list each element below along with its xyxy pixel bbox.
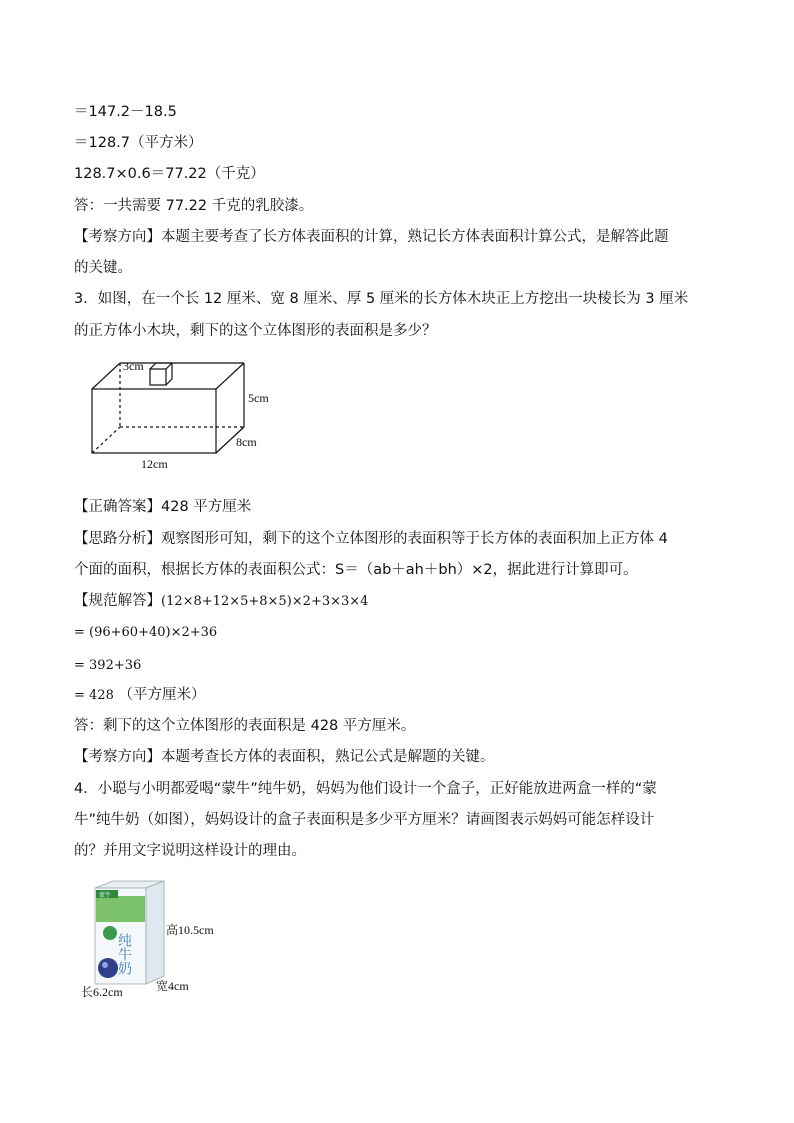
width-label: 8cm — [236, 435, 257, 449]
question-3-text: 的正方体小木块，剩下的这个立体图形的表面积是多少？ — [74, 323, 437, 339]
length-label: 12cm — [141, 457, 168, 471]
focus-note: 【考察方向】本题考查长方体的表面积，熟记公式是解题的关键。 — [74, 749, 495, 765]
solution-label: 【规范解答】 — [74, 593, 161, 609]
solution-step: = 428 — [74, 688, 114, 703]
solution-step: = (96+60+40)×2+36 — [74, 625, 218, 640]
height-label: 5cm — [248, 391, 269, 405]
cube-edge-label: 3cm — [123, 359, 144, 373]
milk-carton-figure — [76, 878, 236, 1003]
solution-step: ＝128.7（平方米） — [74, 135, 203, 151]
solution-step: 128.7×0.6＝77.22（千克） — [74, 166, 265, 182]
solution-unit: （平方厘米） — [118, 687, 206, 703]
product-name: 纯牛奶 — [116, 933, 132, 975]
question-4-text: 的？并用文字说明这样设计的理由。 — [74, 843, 306, 859]
cuboid-figure — [86, 356, 286, 474]
solution-result — [74, 685, 205, 706]
question-4-text: 4．小聪与小明都爱喝“蒙牛”纯牛奶，妈妈为他们设计一个盒子，正好能放进两盒一样的“蒙 — [74, 781, 657, 797]
solution-expression: (12×8+12×5+8×5)×2+3×3×4 — [161, 594, 369, 609]
carton-width-label: 宽4cm — [156, 979, 189, 993]
answer-text: 答：剩下的这个立体图形的表面积是 428 平方厘米。 — [74, 718, 416, 734]
solution-step: ＝147.2－18.5 — [74, 104, 177, 120]
solution-first-line — [74, 591, 368, 612]
carton-length-label: 长6.2cm — [81, 985, 123, 999]
question-3-text: 3．如图，在一个长 12 厘米、宽 8 厘米、厚 5 厘米的长方体木块正上方挖出一块棱长为 3 厘米 — [74, 291, 689, 307]
brand-logo-text: 蒙牛 — [99, 892, 112, 899]
correct-answer: 【正确答案】428 平方厘米 — [74, 499, 252, 515]
focus-note: 【考察方向】本题主要考查了长方体表面积的计算，熟记长方体表面积计算公式，是解答此题 — [74, 229, 669, 245]
analysis-text: 个面的面积，根据长方体的表面积公式：S＝（ab＋ah＋bh）×2，据此进行计算即可。 — [74, 562, 638, 578]
answer-text: 答：一共需要 77.22 千克的乳胶漆。 — [74, 198, 314, 214]
question-4-text: 牛”纯牛奶（如图），妈妈设计的盒子表面积是多少平方厘米？请画图表示妈妈可能怎样设计 — [74, 812, 655, 828]
analysis-text: 【思路分析】观察图形可知，剩下的这个立体图形的表面积等于长方体的表面积加上正方体 4 — [74, 531, 668, 547]
focus-note: 的关键。 — [74, 260, 132, 276]
carton-height-label: 高10.5cm — [166, 923, 214, 937]
solution-step: = 392+36 — [74, 658, 142, 673]
